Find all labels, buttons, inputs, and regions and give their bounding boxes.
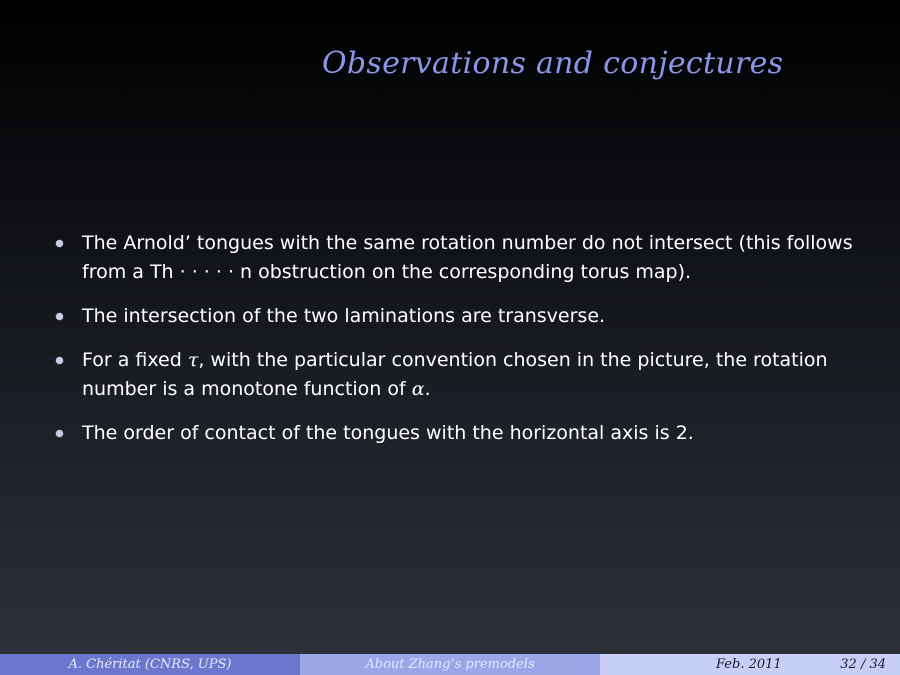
bullet-text-mid: , with the particular convention chosen in the picture, the rotation number is a monotone function of bbox=[82, 349, 828, 400]
footer-author: A. Chéritat (CNRS, UPS) bbox=[0, 654, 300, 675]
bullet-item-order-of-contact bbox=[54, 419, 874, 448]
bullet-text: The Arnold’ tongues with the same rotation number do not intersect (this follows from a Th · · · · · n obstruction on the corresponding torus map). bbox=[82, 232, 853, 283]
bullet-icon bbox=[56, 430, 63, 437]
bullet-item-laminations bbox=[54, 302, 874, 331]
bullet-icon bbox=[56, 240, 63, 247]
bullet-item-arnold-tongues bbox=[54, 229, 874, 287]
bullet-item-rotation-number bbox=[54, 346, 874, 404]
slide-title: Observations and conjectures bbox=[322, 46, 784, 81]
bullet-text: The intersection of the two laminations are transverse. bbox=[82, 305, 606, 327]
footer-page-number: 32 / 34 bbox=[840, 657, 886, 672]
bullet-icon bbox=[56, 357, 63, 364]
footer-right-section bbox=[600, 654, 900, 675]
bullet-icon bbox=[56, 313, 63, 320]
bullet-list bbox=[54, 229, 874, 463]
bullet-text-pre: For a fixed bbox=[82, 349, 188, 371]
bullet-text: The order of contact of the tongues with the horizontal axis is 2. bbox=[82, 422, 694, 444]
footer-date: Feb. 2011 bbox=[716, 657, 782, 672]
bullet-text-post: . bbox=[424, 378, 431, 400]
footer-bar bbox=[0, 654, 900, 675]
math-symbol-tau: τ bbox=[187, 349, 199, 371]
footer-talk-title: About Zhang’s premodels bbox=[300, 654, 600, 675]
math-symbol-alpha: α bbox=[411, 378, 425, 400]
